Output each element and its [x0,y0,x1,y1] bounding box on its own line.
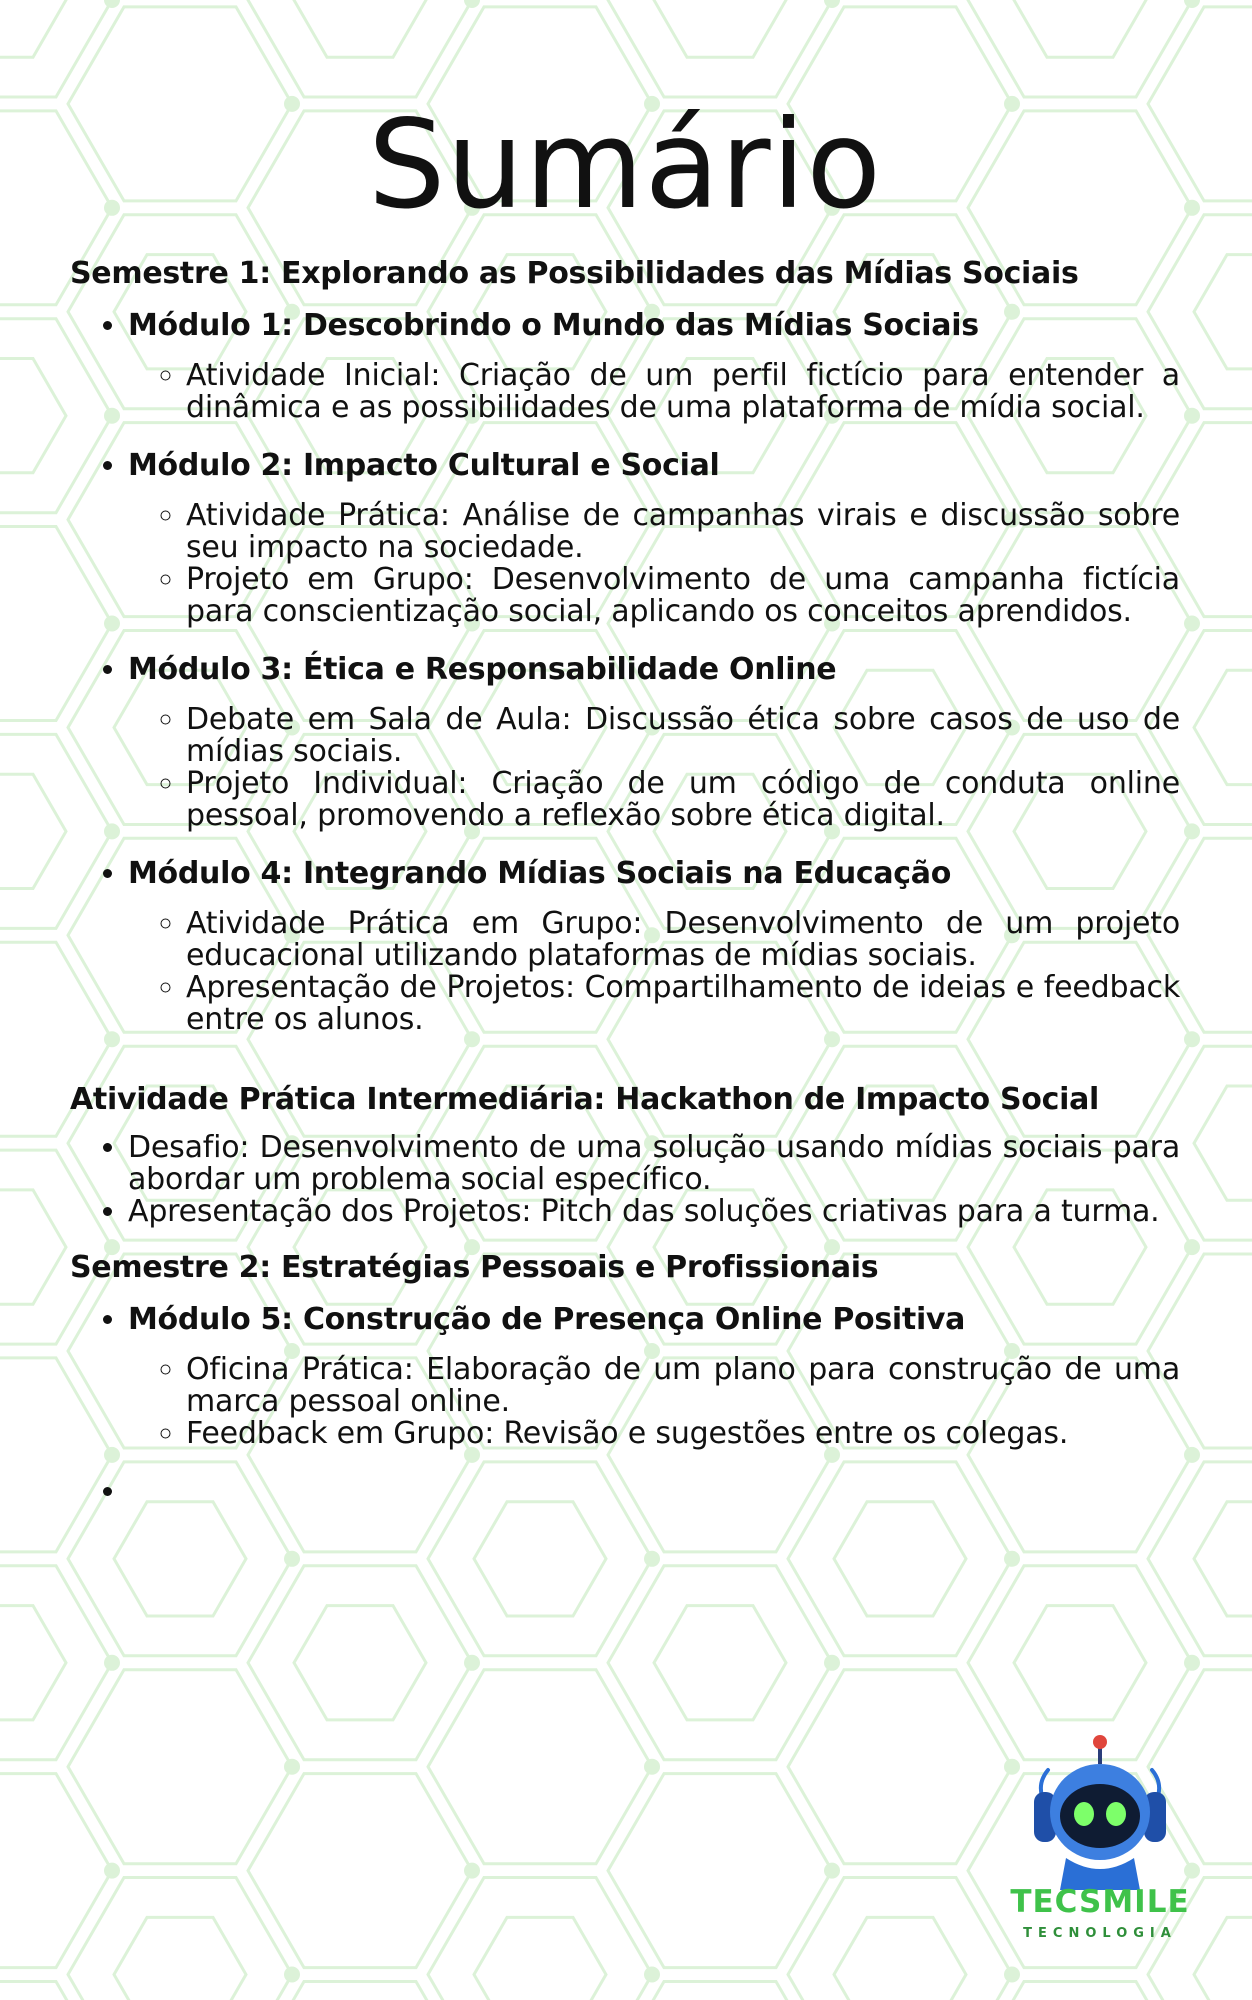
semester-1-heading: Semestre 1: Explorando as Possibilidades das Mídias Sociais [70,256,1079,291]
robot-mascot-icon [990,1730,1210,1890]
activity-item: ◦ Projeto Individual: Criação de um código de conduta online pessoal, promovendo a reflexão sobre ética digital. [186,768,1180,832]
module-title: Módulo 5: Construção de Presença Online Positiva [128,1302,966,1337]
empty-list-item [128,1472,1180,1512]
semester-1-modules [70,306,1180,1036]
module-item [128,446,1180,628]
activity-list [128,360,1180,424]
activity-list [128,908,1180,1036]
activity-list [128,500,1180,628]
page-title: Sumário [367,94,883,236]
activity-item: • Desafio: Desenvolvimento de uma solução usando mídias sociais para abordar um problema social específico. [128,1132,1180,1196]
module-item [128,854,1180,1036]
module-item [128,1300,1180,1450]
activity-item: ◦ Atividade Inicial: Criação de um perfil fictício para entender a dinâmica e as possibilidades de uma plataforma de mídia social. [186,360,1180,424]
activity-item: • Apresentação dos Projetos: Pitch das soluções criativas para a turma. [128,1196,1180,1228]
activity-item: ◦ Oficina Prática: Elaboração de um plano para construção de uma marca pessoal online. [186,1354,1180,1418]
module-title: Módulo 3: Ética e Responsabilidade Online [128,652,837,687]
activity-item: ◦ Debate em Sala de Aula: Discussão ética sobre casos de uso de mídias sociais. [186,704,1180,768]
activity-item: ◦ Atividade Prática: Análise de campanhas virais e discussão sobre seu impacto na sociedade. [186,500,1180,564]
semester-2-heading: Semestre 2: Estratégias Pessoais e Profissionais [70,1250,879,1285]
brand-name: TECSMILE [1010,1884,1190,1920]
activity-item: ◦ Atividade Prática em Grupo: Desenvolvimento de um projeto educacional utilizando plataformas de mídias sociais. [186,908,1180,972]
activity-item: ◦ Apresentação de Projetos: Compartilhamento de ideias e feedback entre os alunos. [186,972,1180,1036]
module-title: Módulo 4: Integrando Mídias Sociais na Educação [128,856,952,891]
tecsmile-logo [990,1730,1210,1960]
module-item [128,650,1180,832]
activity-list [128,704,1180,832]
semester-2-modules [70,1300,1180,1512]
activity-list [128,1354,1180,1450]
summary-page [70,90,1180,1534]
intermediate-activity-list [70,1132,1180,1228]
activity-item: ◦ Projeto em Grupo: Desenvolvimento de uma campanha fictícia para conscientização social, aplicando os conceitos aprendidos. [186,564,1180,628]
intermediate-activity-heading: Atividade Prática Intermediária: Hackathon de Impacto Social [70,1082,1099,1117]
activity-item: ◦ Feedback em Grupo: Revisão e sugestões entre os colegas. [186,1418,1180,1450]
brand-tagline: TECNOLOGIA [1023,1926,1177,1941]
module-title: Módulo 2: Impacto Cultural e Social [128,448,720,483]
module-item [128,306,1180,424]
module-title: Módulo 1: Descobrindo o Mundo das Mídias Sociais [128,308,979,343]
